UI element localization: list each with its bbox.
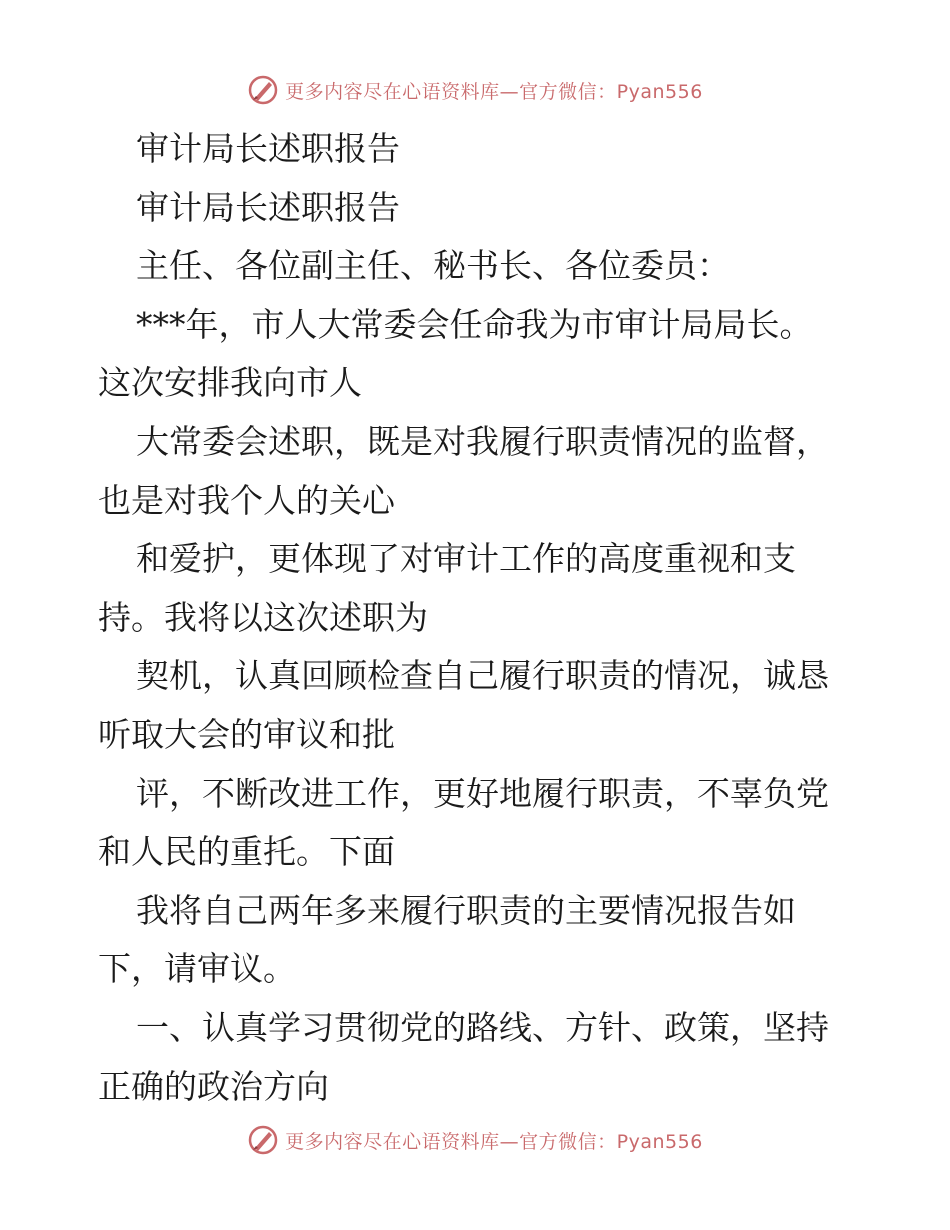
section-heading-continued: 正确的政治方向 — [98, 1066, 329, 1106]
document-subtitle: 审计局长述职报告 — [136, 187, 400, 227]
text-line: 契机，认真回顾检查自己履行职责的情况，诚恳 — [136, 656, 829, 696]
text-line: 也是对我个人的关心 — [98, 480, 395, 520]
watermark-text: 更多内容尽在心语资料库—官方微信：Pyan556 — [285, 80, 703, 103]
header-watermark — [0, 70, 950, 110]
text-line: ***年，市人大常委会任命我为市审计局局长。 — [136, 304, 813, 344]
document-title: 审计局长述职报告 — [136, 129, 400, 168]
salutation: 主任、各位副主任、秘书长、各位委员： — [136, 246, 730, 286]
text-line: 大常委会述职，既是对我履行职责情况的监督， — [136, 421, 829, 461]
text-line: 评，不断改进工作，更好地履行职责，不辜负党 — [136, 773, 829, 813]
text-line: 和爱护，更体现了对审计工作的高度重视和支 — [136, 539, 796, 579]
quill-logo-icon — [247, 74, 279, 106]
text-line: 听取大会的审议和批 — [98, 714, 395, 754]
text-line: 和人民的重托。下面 — [98, 832, 395, 872]
footer-watermark — [0, 1120, 950, 1160]
document-body — [98, 120, 858, 1116]
text-line: 这次安排我向市人 — [98, 363, 362, 403]
quill-logo-icon — [247, 1124, 279, 1156]
watermark-text: 更多内容尽在心语资料库—官方微信：Pyan556 — [285, 1130, 703, 1153]
section-heading: 一、认真学习贯彻党的路线、方针、政策，坚持 — [136, 1007, 829, 1047]
text-line: 我将自己两年多来履行职责的主要情况报告如 — [136, 890, 796, 930]
text-line: 下，请审议。 — [98, 949, 296, 989]
text-line: 持。我将以这次述职为 — [98, 597, 428, 637]
